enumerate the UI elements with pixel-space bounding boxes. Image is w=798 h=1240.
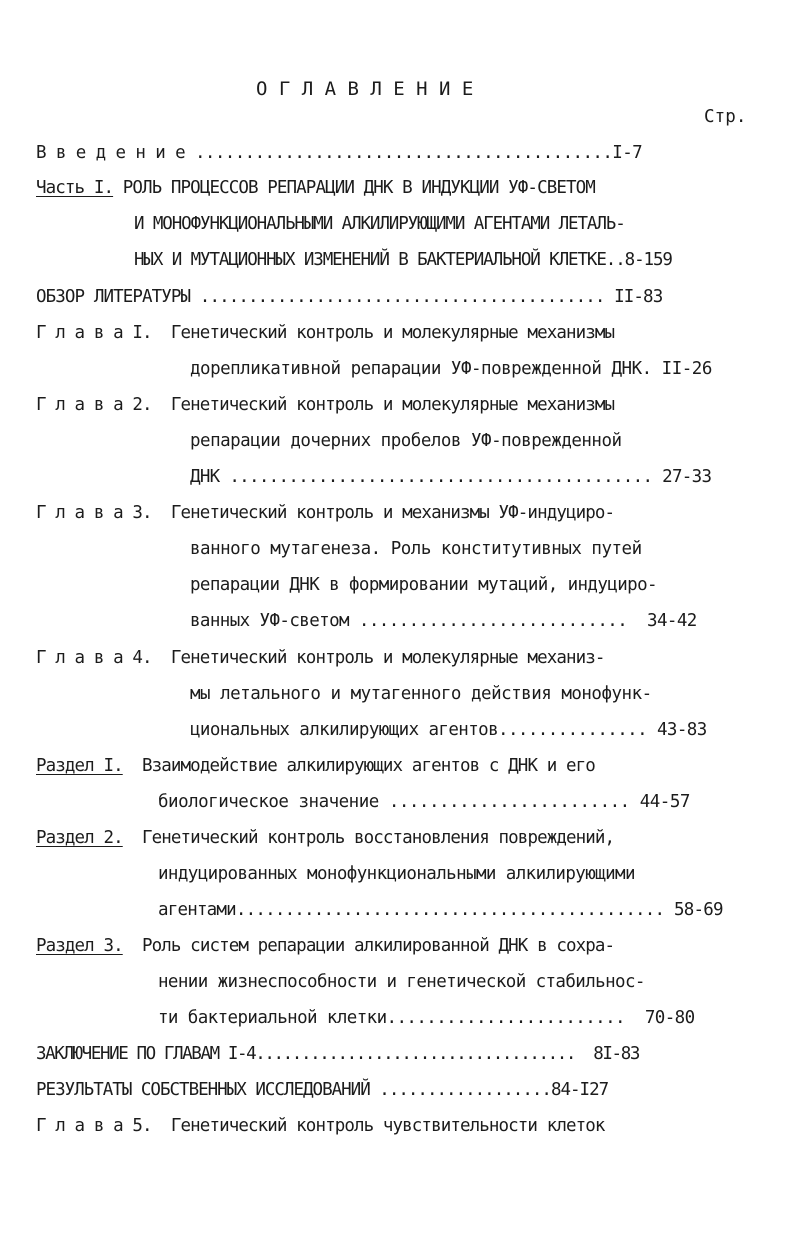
part-1-title: РОЛЬ ПРОЦЕССОВ РЕПАРАЦИИ ДНК В ИНДУКЦИИ УФ-СВЕТОМ (113, 178, 595, 198)
toc-line-chapter-2-cont-2: ДНК ........................................... 27-33 (190, 467, 712, 487)
toc-line-part-1-cont-1: И МОНОФУНКЦИОНАЛЬНЫМИ АЛКИЛИРУЮЩИМИ АГЕНТАМИ ЛЕТАЛЬ- (134, 214, 625, 234)
toc-line-conclusion: ЗАКЛЮЧЕНИЕ ПО ГЛАВАМ I-4................................... 8I-83 (36, 1044, 639, 1064)
toc-line-chapter-3-cont-1: ванного мутагенеза. Роль конститутивных путей (190, 539, 642, 559)
toc-line-chapter-4: Г л а в а 4. Генетический контроль и молекулярные механиз- (36, 648, 605, 668)
section-2-label: Раздел 2. (36, 828, 123, 848)
toc-line-section-3-cont-1: нении жизнеспособности и генетической стабильнос- (158, 972, 645, 992)
toc-line-chapter-5: Г л а в а 5. Генетический контроль чувствительности клеток (36, 1116, 605, 1136)
toc-line-chapter-1: Г л а в а I. Генетический контроль и молекулярные механизмы (36, 323, 615, 343)
toc-line-chapter-3: Г л а в а 3. Генетический контроль и механизмы УФ-индуциро- (36, 503, 615, 523)
toc-line-part-1-cont-2: НЫХ И МУТАЦИОННЫХ ИЗМЕНЕНИЙ В БАКТЕРИАЛЬНОЙ КЛЕТКЕ..8-159 (134, 250, 672, 270)
toc-line-section-3 (36, 935, 614, 957)
part-1-label: Часть I. (36, 178, 114, 198)
toc-line-chapter-2: Г л а в а 2. Генетический контроль и молекулярные механизмы (36, 395, 615, 415)
toc-line-section-2-cont-2: агентами............................................ 58-69 (158, 900, 723, 920)
toc-line-literature-review: ОБЗОР ЛИТЕРАТУРЫ .......................................... II-83 (36, 287, 663, 307)
toc-line-section-2 (36, 827, 614, 849)
toc-line-chapter-4-cont-1: мы летального и мутагенного действия монофунк- (190, 684, 652, 704)
toc-line-chapter-2-cont-1: репарации дочерних пробелов УФ-поврежденной (190, 431, 622, 451)
toc-line-results: РЕЗУЛЬТАТЫ СОБСТВЕННЫХ ИССЛЕДОВАНИЙ ..................84-I27 (36, 1080, 609, 1100)
section-1-title: Взаимодействие алкилирующих агентов с ДНК и его (122, 756, 595, 776)
section-3-label: Раздел 3. (36, 936, 123, 956)
toc-title: О Г Л А В Л Е Н И Е (256, 78, 474, 100)
toc-line-section-3-cont-2: ти бактериальной клетки........................ 70-80 (158, 1008, 695, 1028)
page-column-label: Стр. (704, 107, 747, 127)
toc-line-chapter-4-cont-2: циональных алкилирующих агентов............... 43-83 (190, 720, 707, 740)
toc-line-section-1 (36, 755, 595, 777)
section-1-label: Раздел I. (36, 756, 123, 776)
toc-line-chapter-3-cont-2: репарации ДНК в формировании мутаций, индуциро- (190, 575, 657, 595)
section-2-title: Генетический контроль восстановления повреждений, (122, 828, 615, 848)
toc-line-chapter-1-cont: дорепликативной репарации УФ-поврежденной ДНК. II-26 (190, 359, 712, 379)
toc-line-section-2-cont-1: индуцированных монофункциональными алкилирующими (158, 864, 635, 884)
toc-line-part-1 (36, 177, 595, 199)
toc-line-introduction: В в е д е н и е ..........................................I-7 (36, 143, 643, 163)
toc-line-section-1-cont: биологическое значение ........................ 44-57 (158, 792, 690, 812)
toc-line-chapter-3-cont-3: ванных УФ-светом ........................... 34-42 (190, 611, 697, 631)
section-3-title: Роль систем репарации алкилированной ДНК в сохра- (122, 936, 615, 956)
